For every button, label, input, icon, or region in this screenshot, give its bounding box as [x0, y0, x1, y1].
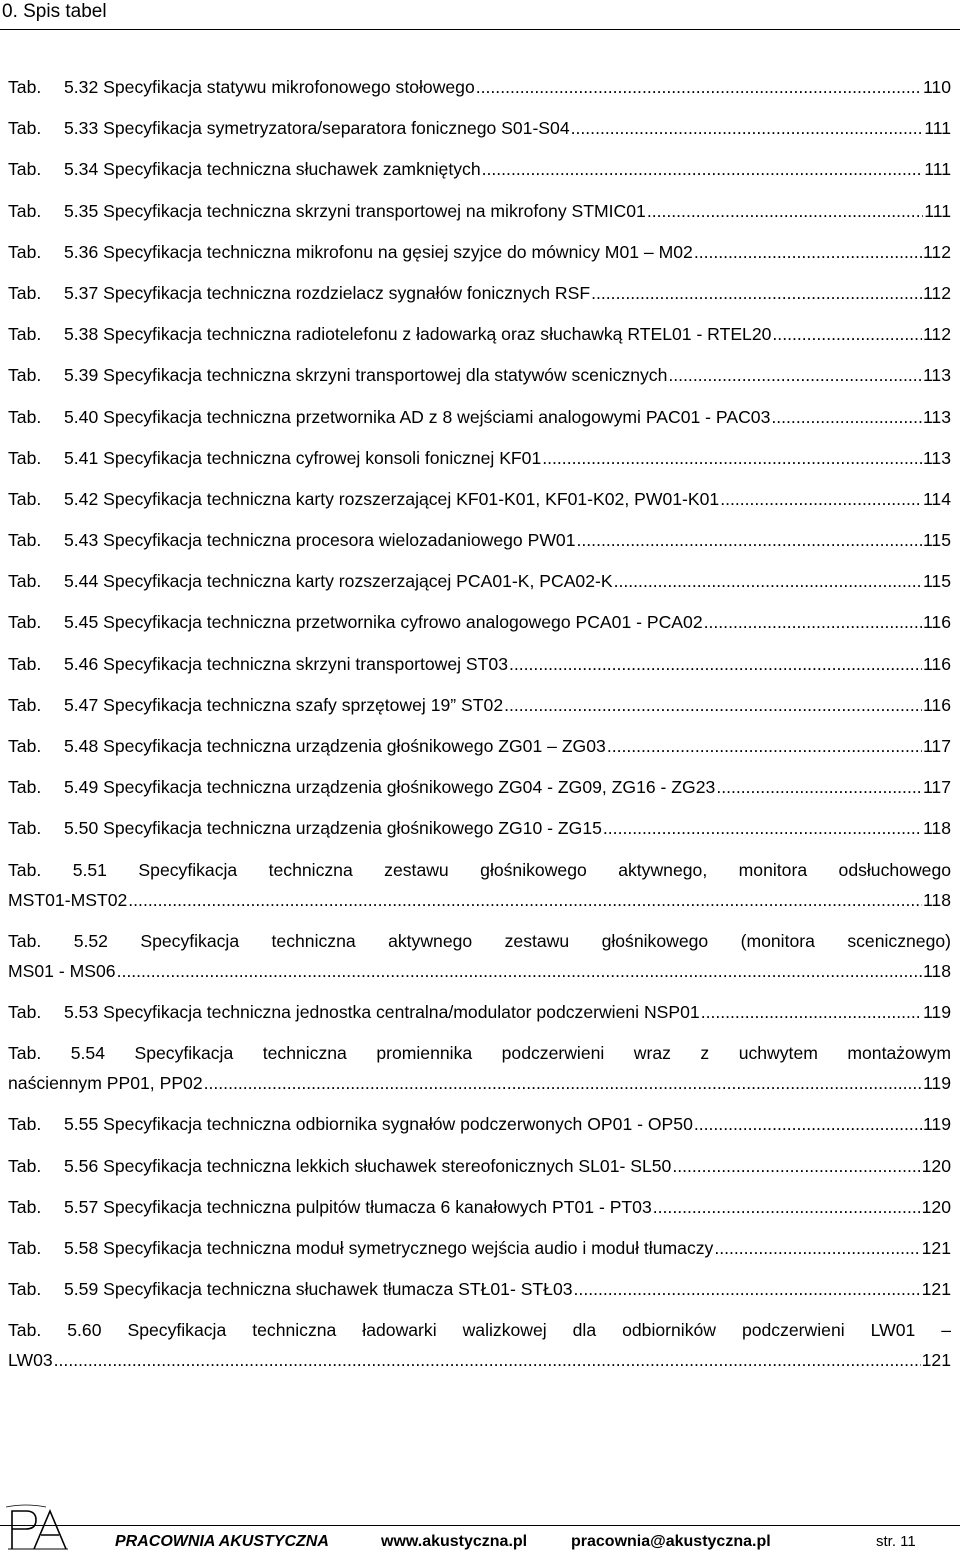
entry-heading	[8, 607, 703, 637]
tab-label: Tab.	[8, 1320, 42, 1341]
row-gap	[8, 349, 951, 360]
table-title: Specyfikacja techniczna skrzyni transportowej na mikrofony STMIC01	[103, 200, 646, 221]
table-number: 5.39	[64, 365, 99, 386]
page-ref: 112	[922, 282, 951, 303]
row-gap	[8, 226, 951, 237]
toc-entry[interactable]	[8, 360, 951, 390]
row-gap	[8, 720, 951, 731]
row-gap	[8, 1139, 951, 1150]
toc-entry[interactable]	[8, 484, 951, 514]
dot-leader	[694, 1109, 922, 1139]
table-title: Specyfikacja techniczna moduł symetrycznego wejścia audio i moduł tłumaczy	[103, 1237, 714, 1258]
row-gap	[8, 843, 951, 854]
table-number: 5.46	[64, 653, 99, 674]
tab-label: Tab.	[8, 818, 42, 839]
tab-label: Tab.	[8, 777, 42, 798]
tab-label: Tab.	[8, 530, 42, 551]
row-gap	[8, 1027, 951, 1038]
table-title: Specyfikacja statywu mikrofonowego stołowego	[103, 77, 475, 97]
tab-label: Tab.	[8, 930, 42, 951]
table-title: Specyfikacja techniczna skrzyni transportowej ST03	[103, 653, 508, 674]
header-divider	[0, 29, 960, 30]
entry-heading	[8, 237, 693, 267]
table-title-continued: naściennym PP01, PP02	[8, 1073, 203, 1094]
table-number: 5.33	[64, 118, 99, 139]
dot-leader	[720, 484, 922, 514]
page-ref: 117	[922, 736, 951, 756]
page-ref: 116	[922, 612, 951, 633]
table-number: 5.43	[64, 530, 99, 551]
entry-heading	[8, 690, 503, 720]
toc-entry-line2[interactable]	[8, 1345, 951, 1375]
row-gap	[8, 143, 951, 154]
table-title: Specyfikacja techniczna zestawu głośnikowego aktywnego, monitora odsłuchowego	[138, 859, 951, 880]
tab-label: Tab.	[8, 1043, 42, 1064]
dot-leader	[54, 1345, 921, 1375]
row-gap	[8, 1098, 951, 1109]
table-number: 5.42	[64, 488, 99, 509]
dot-leader	[653, 1192, 921, 1222]
table-number: 5.38	[64, 324, 99, 345]
row-gap	[8, 102, 951, 113]
tab-label: Tab.	[8, 1001, 42, 1022]
toc-entry[interactable]	[8, 72, 951, 102]
entry-heading	[8, 1151, 671, 1181]
toc-entry-line1[interactable]	[8, 926, 951, 956]
tab-label: Tab.	[8, 118, 42, 139]
dot-leader	[701, 997, 922, 1027]
page-ref: 118	[922, 960, 951, 981]
dot-leader	[504, 690, 922, 720]
dot-leader	[542, 443, 922, 473]
table-title: Specyfikacja techniczna karty rozszerzającej PCA01-K, PCA02-K	[103, 571, 613, 592]
table-title: Specyfikacja techniczna karty rozszerzającej KF01-K01, KF01-K02, PW01-K01	[103, 488, 720, 509]
row-gap	[8, 1304, 951, 1315]
table-title: Specyfikacja techniczna skrzyni transportowej dla statywów scenicznych	[103, 365, 668, 386]
toc-entry[interactable]	[8, 525, 951, 555]
table-title: Specyfikacja techniczna cyfrowej konsoli fonicznej KF01	[103, 447, 542, 468]
tab-label: Tab.	[8, 406, 42, 427]
page-ref: 119	[922, 1114, 951, 1135]
page-ref: 121	[921, 1279, 951, 1300]
dot-leader	[704, 607, 922, 637]
toc-entry-line2[interactable]	[8, 1068, 951, 1098]
table-title: Specyfikacja techniczna promiennika podczerwieni wraz z uchwytem montażowym	[134, 1043, 951, 1064]
dot-leader	[571, 113, 924, 143]
row-gap	[8, 473, 951, 484]
entry-heading	[8, 1233, 713, 1263]
entry-heading	[8, 484, 719, 514]
page-ref: 120	[921, 1155, 951, 1176]
tab-label: Tab.	[8, 612, 42, 633]
page-ref: 110	[922, 77, 951, 97]
table-title: Specyfikacja techniczna mikrofonu na gęsiej szyjce do mównicy M01 – M02	[103, 241, 693, 262]
toc-entry[interactable]	[8, 813, 951, 843]
tab-label: Tab.	[8, 694, 42, 715]
dot-leader	[647, 196, 923, 226]
toc-entry[interactable]	[8, 443, 951, 473]
table-number: 5.53	[64, 1001, 99, 1022]
table-number: 5.56	[64, 1155, 99, 1176]
table-number: 5.41	[64, 447, 99, 468]
table-number: 5.58	[64, 1237, 99, 1258]
dot-leader	[482, 154, 924, 184]
table-title: Specyfikacja techniczna urządzenia głośnikowego ZG01 – ZG03	[103, 736, 606, 756]
tab-label: Tab.	[8, 1196, 42, 1217]
toc-entry[interactable]	[8, 1274, 951, 1304]
entry-heading	[8, 525, 576, 555]
toc-entry[interactable]	[8, 1192, 951, 1222]
page-ref: 116	[922, 653, 951, 674]
page-ref: 120	[921, 1196, 951, 1217]
dot-leader	[668, 360, 922, 390]
table-title: Specyfikacja techniczna urządzenia głośnikowego ZG04 - ZG09, ZG16 - ZG23	[103, 777, 716, 798]
row-gap	[8, 555, 951, 566]
toc-entry-line2[interactable]	[8, 885, 951, 915]
table-title-continued: MS01 - MS06	[8, 960, 116, 981]
entry-heading	[8, 72, 475, 102]
row-gap	[8, 184, 951, 195]
table-title-continued: LW03	[8, 1350, 53, 1371]
toc-entry[interactable]	[8, 113, 951, 143]
table-title: Specyfikacja techniczna szafy sprzętowej 19” ST02	[103, 694, 504, 715]
toc-entry[interactable]	[8, 278, 951, 308]
tab-label: Tab.	[8, 571, 42, 592]
entry-heading	[8, 772, 715, 802]
dot-leader	[117, 956, 922, 986]
footer-brand: PRACOWNIA AKUSTYCZNA	[115, 1533, 329, 1550]
page-ref: 119	[922, 1001, 951, 1022]
page-ref: 118	[922, 889, 951, 910]
row-gap	[8, 390, 951, 401]
table-number: 5.50	[64, 818, 99, 839]
page-ref: 113	[922, 447, 951, 468]
table-number: 5.51	[72, 859, 107, 880]
table-title: Specyfikacja techniczna radiotelefonu z ładowarką oraz słuchawką RTEL01 - RTEL20	[103, 324, 772, 345]
toc-entry[interactable]	[8, 772, 951, 802]
entry-heading	[8, 813, 602, 843]
tab-label: Tab.	[8, 1114, 42, 1135]
row-gap	[8, 986, 951, 997]
row-gap	[8, 1263, 951, 1274]
page-number: str. 11	[876, 1533, 916, 1550]
table-title: Specyfikacja techniczna rozdzielacz sygnałów fonicznych RSF	[103, 282, 591, 303]
table-title: Specyfikacja techniczna jednostka centralna/modulator podczerwieni NSP01	[103, 1001, 700, 1022]
table-number: 5.40	[64, 406, 99, 427]
toc-entry[interactable]	[8, 607, 951, 637]
toc-entry[interactable]	[8, 649, 951, 679]
tab-label: Tab.	[8, 159, 42, 180]
table-title: Specyfikacja techniczna aktywnego zestawu głośnikowego (monitora scenicznego)	[140, 930, 951, 951]
page-ref: 121	[921, 1237, 951, 1258]
dot-leader	[694, 237, 922, 267]
toc-entry[interactable]	[8, 1109, 951, 1139]
tab-label: Tab.	[8, 653, 42, 674]
page-ref: 113	[922, 406, 951, 427]
table-number: 5.55	[64, 1114, 99, 1135]
row-gap	[8, 915, 951, 926]
page-ref: 111	[924, 159, 951, 180]
table-number: 5.52	[73, 930, 108, 951]
table-number: 5.49	[64, 777, 99, 798]
page-ref: 112	[922, 324, 951, 345]
table-title: Specyfikacja techniczna słuchawek zamkniętych	[103, 159, 481, 180]
page-ref: 119	[922, 1073, 951, 1094]
dot-leader	[614, 566, 922, 596]
table-number: 5.35	[64, 200, 99, 221]
table-number: 5.59	[64, 1279, 99, 1300]
toc-entry[interactable]	[8, 1151, 951, 1181]
page-ref: 113	[922, 365, 951, 386]
table-number: 5.36	[64, 241, 99, 262]
page-ref: 111	[924, 200, 951, 221]
dot-leader	[574, 1274, 921, 1304]
row-gap	[8, 267, 951, 278]
toc-entry[interactable]	[8, 997, 951, 1027]
toc-entry[interactable]	[8, 731, 951, 761]
table-number: 5.45	[64, 612, 99, 633]
toc-entry[interactable]	[8, 154, 951, 184]
dot-leader	[672, 1151, 920, 1181]
page-ref: 116	[922, 694, 951, 715]
page-ref: 115	[922, 571, 951, 592]
entry-heading	[8, 319, 771, 349]
tab-label: Tab.	[8, 324, 42, 345]
row-gap	[8, 802, 951, 813]
table-title-continued: MST01-MST02	[8, 889, 128, 910]
row-gap	[8, 761, 951, 772]
table-title: Specyfikacja techniczna lekkich słuchawek stereofonicznych SL01- SL50	[103, 1155, 672, 1176]
table-title: Specyfikacja techniczna przetwornika cyfrowo analogowego PCA01 - PCA02	[103, 612, 703, 633]
tab-label: Tab.	[8, 447, 42, 468]
entry-heading	[8, 443, 541, 473]
tab-label: Tab.	[8, 1279, 42, 1300]
table-number: 5.54	[70, 1043, 105, 1064]
entry-heading	[8, 997, 700, 1027]
tab-label: Tab.	[8, 488, 42, 509]
table-number: 5.37	[64, 282, 99, 303]
dot-leader	[476, 72, 922, 102]
row-gap	[8, 432, 951, 443]
entry-heading	[8, 196, 646, 226]
table-of-tables	[8, 72, 951, 1375]
entry-heading	[8, 1192, 652, 1222]
footer-email-link[interactable]: pracownia@akustyczna.pl	[571, 1533, 771, 1550]
row-gap	[8, 637, 951, 648]
dot-leader	[716, 772, 922, 802]
page-ref: 121	[921, 1350, 951, 1371]
page-ref: 115	[922, 530, 951, 551]
entry-heading	[8, 278, 590, 308]
footer-website-link[interactable]: www.akustyczna.pl	[381, 1533, 528, 1550]
table-title: Specyfikacja techniczna przetwornika AD z 8 wejściami analogowymi PAC01 - PAC03	[103, 406, 771, 427]
dot-leader	[509, 649, 922, 679]
toc-entry[interactable]	[8, 237, 951, 267]
entry-heading	[8, 360, 667, 390]
page-ref: 117	[922, 777, 951, 798]
toc-entry[interactable]	[8, 690, 951, 720]
toc-entry-line1[interactable]	[8, 855, 951, 885]
table-number: 5.47	[64, 694, 99, 715]
table-title: Specyfikacja symetryzatora/separatora fonicznego S01-S04	[103, 118, 570, 139]
row-gap	[8, 1222, 951, 1233]
table-number: 5.48	[64, 736, 99, 756]
row-gap	[8, 1181, 951, 1192]
tab-label: Tab.	[8, 1237, 42, 1258]
table-title: Specyfikacja techniczna pulpitów tłumacza 6 kanałowych PT01 - PT03	[103, 1196, 652, 1217]
dot-leader	[772, 319, 922, 349]
entry-heading	[8, 1109, 693, 1139]
table-title: Specyfikacja techniczna odbiornika sygnałów podczerwonych OP01 - OP50	[103, 1114, 693, 1135]
footer-divider	[0, 1525, 960, 1526]
tab-label: Tab.	[8, 282, 42, 303]
page-ref: 114	[922, 488, 951, 509]
table-title: Specyfikacja techniczna słuchawek tłumacza STŁ01- STŁ03	[103, 1279, 573, 1300]
entry-heading	[8, 113, 570, 143]
table-number: 5.57	[64, 1196, 99, 1217]
page-ref: 112	[922, 241, 951, 262]
tab-label: Tab.	[8, 736, 42, 756]
entry-heading	[8, 1274, 573, 1304]
dot-leader	[603, 813, 922, 843]
table-title: Specyfikacja techniczna procesora wielozadaniowego PW01	[103, 530, 576, 551]
table-number: 5.32	[64, 77, 99, 97]
toc-entry-line1[interactable]	[8, 1315, 951, 1345]
table-number: 5.60	[67, 1320, 102, 1341]
entry-heading	[8, 154, 481, 184]
tab-label: Tab.	[8, 77, 42, 97]
toc-entry[interactable]	[8, 196, 951, 226]
row-gap	[8, 596, 951, 607]
toc-entry[interactable]	[8, 402, 951, 432]
toc-entry-line1[interactable]	[8, 1038, 951, 1068]
table-number: 5.44	[64, 571, 99, 592]
dot-leader	[714, 1233, 920, 1263]
toc-entry[interactable]	[8, 1233, 951, 1263]
table-title: Specyfikacja techniczna ładowarki walizkowej dla odbiorników podczerwieni LW01 –	[127, 1320, 951, 1341]
tab-label: Tab.	[8, 365, 42, 386]
toc-entry[interactable]	[8, 566, 951, 596]
entry-heading	[8, 731, 606, 761]
page-title: 0. Spis tabel	[2, 1, 107, 22]
dot-leader	[128, 885, 922, 915]
row-gap	[8, 679, 951, 690]
toc-entry-line2[interactable]	[8, 956, 951, 986]
entry-heading	[8, 402, 770, 432]
dot-leader	[607, 731, 922, 761]
table-number: 5.34	[64, 159, 99, 180]
pracownia-akustyczna-logo	[6, 1503, 68, 1553]
row-gap	[8, 308, 951, 319]
table-title: Specyfikacja techniczna urządzenia głośnikowego ZG10 - ZG15	[103, 818, 602, 839]
entry-heading	[8, 649, 508, 679]
tab-label: Tab.	[8, 200, 42, 221]
tab-label: Tab.	[8, 859, 42, 880]
dot-leader	[577, 525, 922, 555]
dot-leader	[591, 278, 922, 308]
page-ref: 111	[924, 118, 951, 139]
entry-heading	[8, 566, 613, 596]
row-gap	[8, 514, 951, 525]
tab-label: Tab.	[8, 241, 42, 262]
dot-leader	[204, 1068, 922, 1098]
dot-leader	[771, 402, 922, 432]
tab-label: Tab.	[8, 1155, 42, 1176]
toc-entry[interactable]	[8, 319, 951, 349]
page-ref: 118	[922, 818, 951, 839]
